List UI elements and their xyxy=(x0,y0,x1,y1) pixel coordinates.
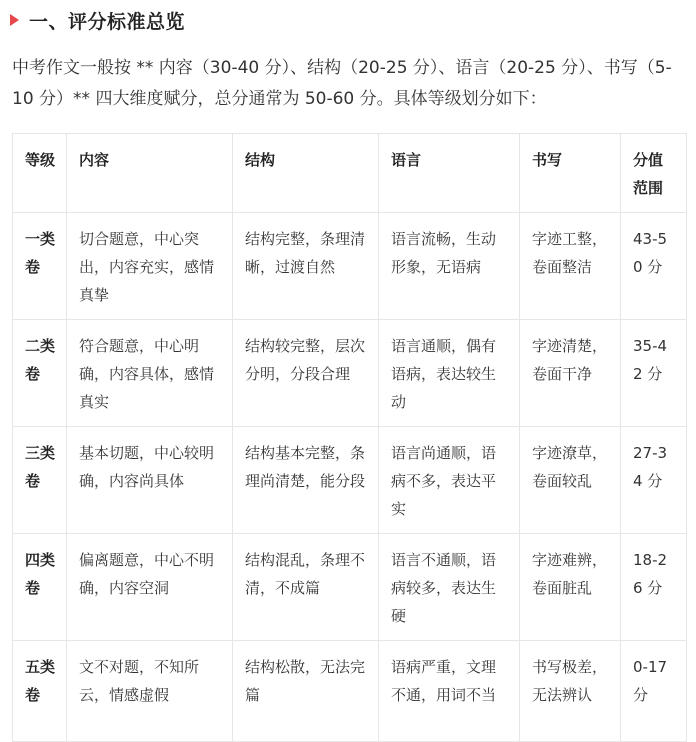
header-language: 语言 xyxy=(379,134,520,213)
cell-handwriting: 字迹难辨，卷面脏乱 xyxy=(520,534,621,641)
cell-language: 语言尚通顺，语病不多，表达平实 xyxy=(379,427,520,534)
cell-structure: 结构松散，无法完篇 xyxy=(233,641,379,742)
cell-structure: 结构较完整，层次分明，分段合理 xyxy=(233,320,379,427)
cell-handwriting: 书写极差，无法辨认 xyxy=(520,641,621,742)
table-row xyxy=(13,534,687,641)
cell-content: 切合题意，中心突出，内容充实，感情真挚 xyxy=(67,213,233,320)
cell-handwriting: 字迹清楚，卷面干净 xyxy=(520,320,621,427)
cell-level: 三类卷 xyxy=(13,427,67,534)
cell-language: 语言流畅，生动形象，无语病 xyxy=(379,213,520,320)
cell-content: 偏离题意，中心不明确，内容空洞 xyxy=(67,534,233,641)
intro-paragraph: 中考作文一般按 ** 内容（30-40 分）、结构（20-25 分）、语言（20-25 分）、书写（5-10 分）** 四大维度赋分，总分通常为 50-60 分。具体等级划分如下： xyxy=(12,58,672,109)
header-handwriting: 书写 xyxy=(520,134,621,213)
cell-content: 符合题意，中心明确，内容具体，感情真实 xyxy=(67,320,233,427)
cell-handwriting: 字迹潦草，卷面较乱 xyxy=(520,427,621,534)
table-row xyxy=(13,320,687,427)
section-heading xyxy=(10,6,185,34)
section-title: 一、评分标准总览 xyxy=(29,10,186,33)
cell-score-range: 35-42 分 xyxy=(621,320,687,427)
table-header-row xyxy=(13,134,687,213)
triangle-marker-icon xyxy=(10,14,19,26)
table-row xyxy=(13,641,687,742)
cell-structure: 结构完整，条理清晰，过渡自然 xyxy=(233,213,379,320)
cell-language: 语病严重，文理不通，用词不当 xyxy=(379,641,520,742)
header-structure: 结构 xyxy=(233,134,379,213)
cell-level: 二类卷 xyxy=(13,320,67,427)
grading-table xyxy=(12,133,687,742)
cell-score-range: 18-26 分 xyxy=(621,534,687,641)
table-row xyxy=(13,427,687,534)
cell-level: 四类卷 xyxy=(13,534,67,641)
cell-score-range: 27-34 分 xyxy=(621,427,687,534)
cell-content: 文不对题，不知所云，情感虚假 xyxy=(67,641,233,742)
header-score-range: 分值范围 xyxy=(621,134,687,213)
cell-score-range: 43-50 分 xyxy=(621,213,687,320)
cell-structure: 结构混乱，条理不清，不成篇 xyxy=(233,534,379,641)
cell-score-range: 0-17 分 xyxy=(621,641,687,742)
cell-language: 语言通顺，偶有语病，表达较生动 xyxy=(379,320,520,427)
cell-handwriting: 字迹工整，卷面整洁 xyxy=(520,213,621,320)
cell-structure: 结构基本完整，条理尚清楚，能分段 xyxy=(233,427,379,534)
cell-level: 五类卷 xyxy=(13,641,67,742)
cell-level: 一类卷 xyxy=(13,213,67,320)
header-content: 内容 xyxy=(67,134,233,213)
cell-content: 基本切题，中心较明确，内容尚具体 xyxy=(67,427,233,534)
header-level: 等级 xyxy=(13,134,67,213)
cell-language: 语言不通顺，语病较多，表达生硬 xyxy=(379,534,520,641)
table-row xyxy=(13,213,687,320)
